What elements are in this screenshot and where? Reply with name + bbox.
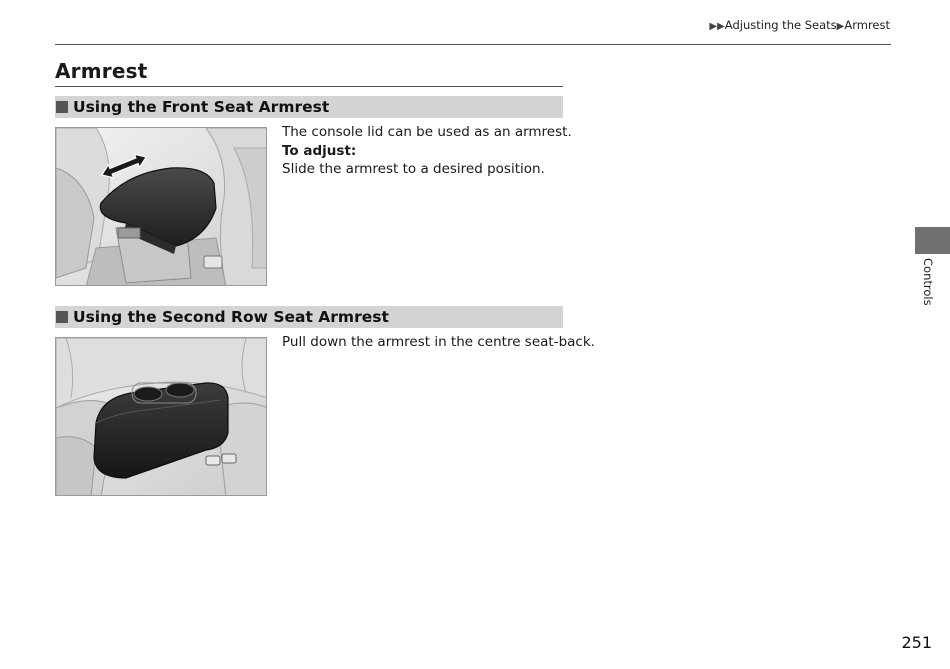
section-heading-label: Using the Second Row Seat Armrest bbox=[73, 308, 389, 326]
section-heading-label: Using the Front Seat Armrest bbox=[73, 98, 330, 116]
text-line-subheading: To adjust: bbox=[282, 142, 357, 159]
section-square-icon bbox=[56, 101, 68, 113]
front-armrest-illustration bbox=[55, 127, 267, 286]
breadcrumb-current: Armrest bbox=[844, 18, 890, 32]
text-line: Slide the armrest to a desired position. bbox=[282, 161, 545, 177]
title-divider bbox=[55, 86, 563, 87]
section-square-icon bbox=[56, 311, 68, 323]
triangle-right-icon: ▶▶ bbox=[709, 21, 725, 32]
text-line: The console lid can be used as an armrest. bbox=[282, 124, 572, 140]
text-line: Pull down the armrest in the centre seat-back. bbox=[282, 334, 595, 350]
second-row-armrest-illustration bbox=[55, 337, 267, 496]
page-title: Armrest bbox=[55, 59, 148, 83]
second-row-armrest-text bbox=[282, 333, 595, 352]
page-number: 251 bbox=[901, 633, 932, 652]
breadcrumb bbox=[709, 18, 890, 32]
header-divider bbox=[55, 44, 891, 45]
section-heading-front-armrest bbox=[55, 96, 563, 118]
breadcrumb-parent[interactable]: Adjusting the Seats bbox=[724, 18, 837, 32]
chapter-tab-label: Controls bbox=[921, 258, 935, 306]
section-heading-second-row-armrest bbox=[55, 306, 563, 328]
triangle-right-icon: ▶ bbox=[836, 21, 845, 32]
chapter-tab[interactable] bbox=[915, 227, 950, 254]
front-armrest-text bbox=[282, 123, 572, 179]
